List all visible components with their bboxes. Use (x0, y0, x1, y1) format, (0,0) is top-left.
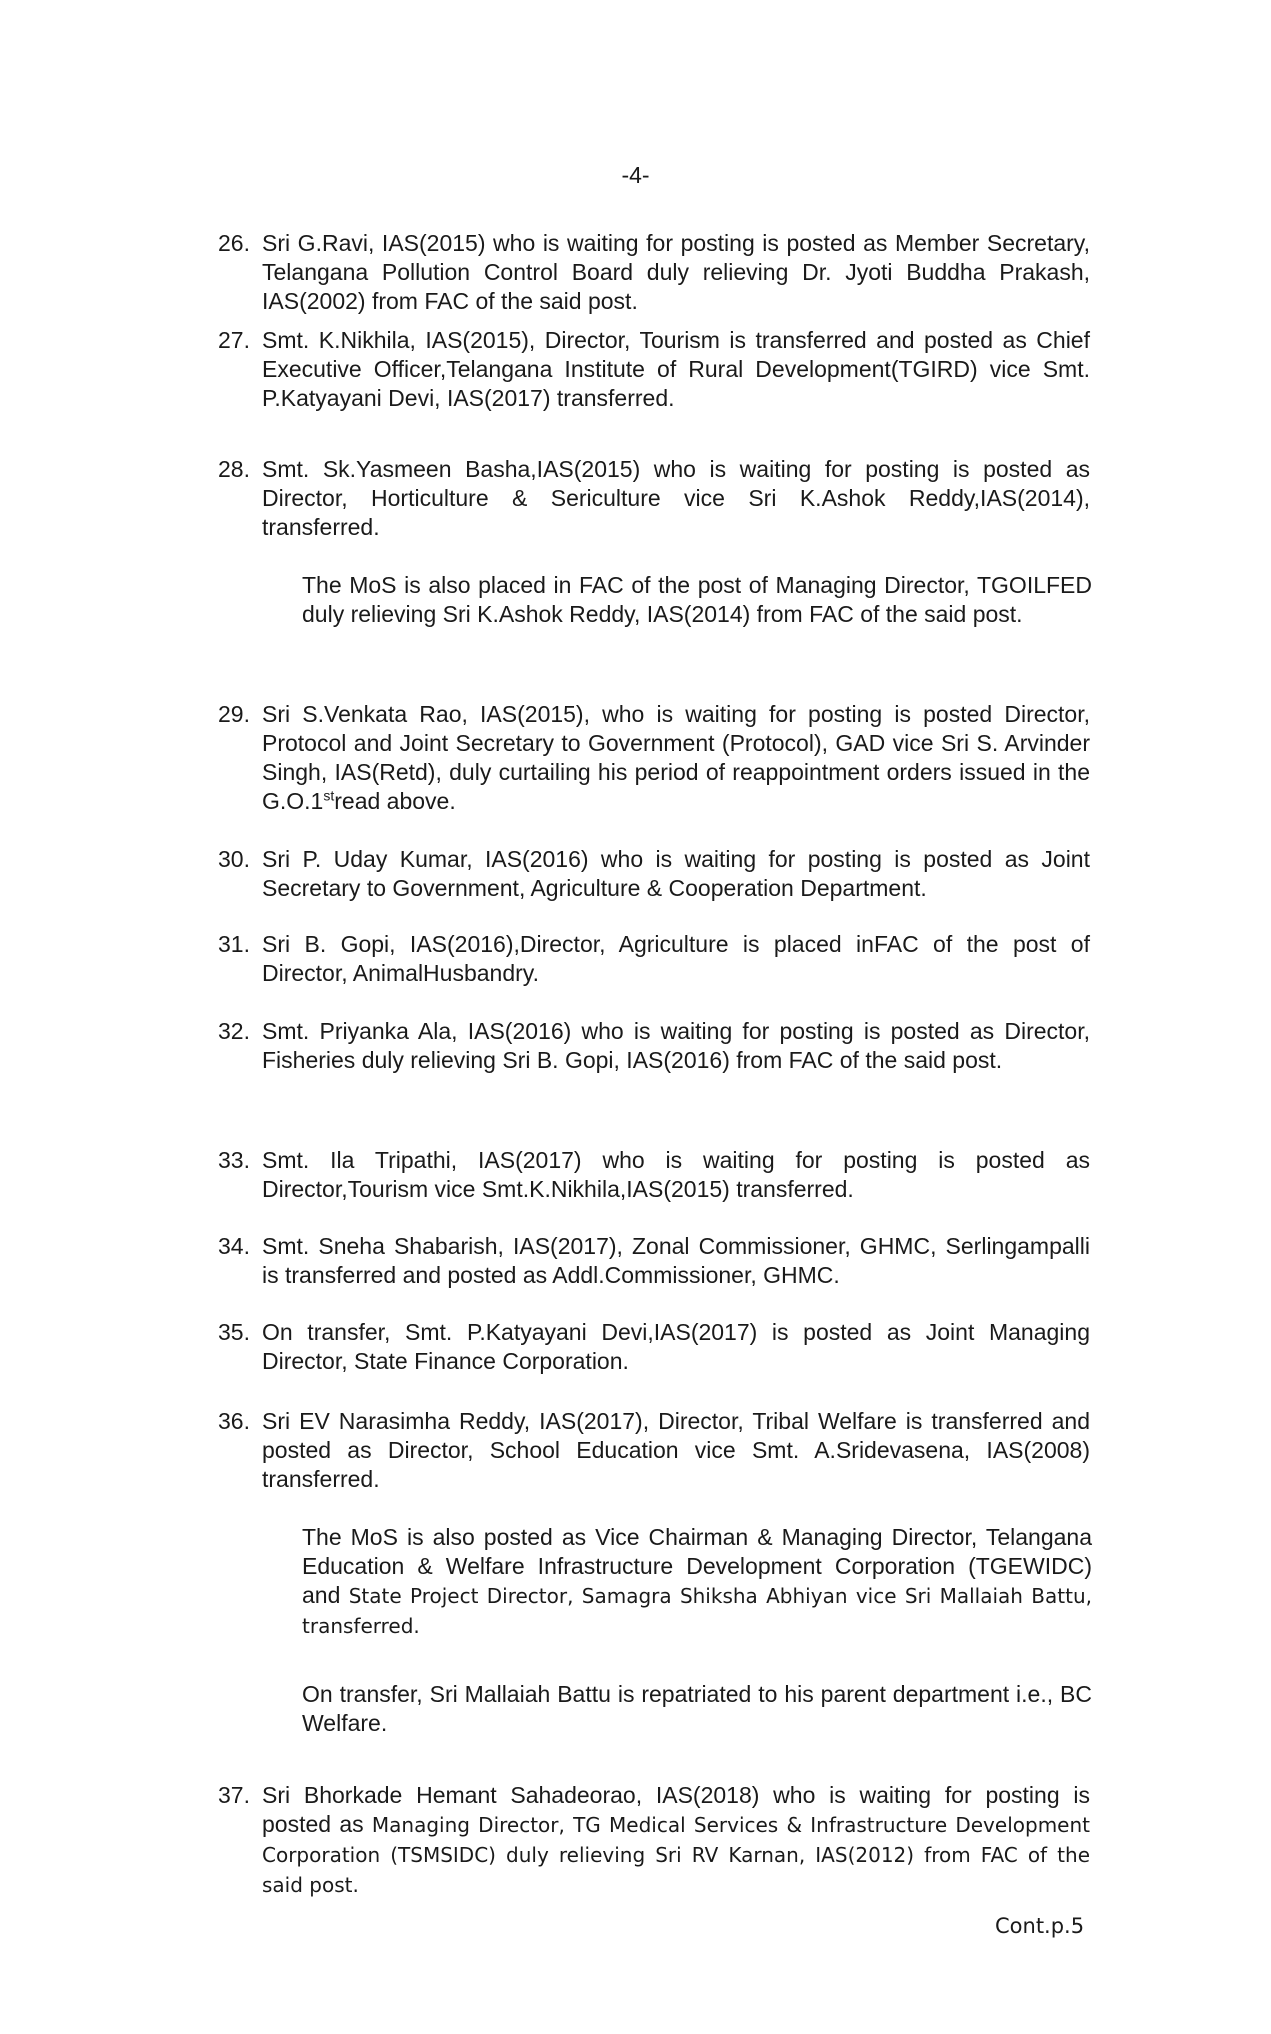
item-text: Smt. K.Nikhila, IAS(2015), Director, Tourism is transferred and posted as Chief Executive Officer,Telangana Institute of Rural Development(TGIRD) vice Smt. P.Katyayani Devi, IAS(2017) transferred. (262, 327, 1090, 411)
list-item-30 (218, 845, 1090, 903)
list-item-29 (218, 700, 1090, 816)
item-number: 37. (218, 1782, 250, 1808)
item-text: On transfer, Smt. P.Katyayani Devi,IAS(2017) is posted as Joint Managing Director, State Finance Corporation. (262, 1319, 1090, 1374)
item-number: 33. (218, 1147, 250, 1173)
item-text: Sri Bhorkade Hemant Sahadeorao, IAS(2018) who is waiting for posting is posted as Managing Director, TG Medical Services & Infrastructure Development Corporation (TSMSIDC) duly relieving Sri RV Karnan, IAS(2012) from FAC of the said post. (262, 1782, 1090, 1897)
item-text: Smt. Sk.Yasmeen Basha,IAS(2015) who is waiting for posting is posted as Director, Horticulture & Sericulture vice Sri K.Ashok Reddy,IAS(2014), transferred. (262, 456, 1090, 540)
list-item-33 (218, 1146, 1090, 1204)
item-text: Sri S.Venkata Rao, IAS(2015), who is waiting for posting is posted Director, Protocol and Joint Secretary to Government (Protocol), GAD vice Sri S. Arvinder Singh, IAS(Retd), duly curtailing his period of reappointment orders issued in the G.O.1stread above. (262, 701, 1090, 814)
item-text: Smt. Sneha Shabarish, IAS(2017), Zonal Commissioner, GHMC, Serlingampalli is transferred and posted as Addl.Commissioner, GHMC. (262, 1233, 1090, 1288)
mos-note-36: The MoS is also posted as Vice Chairman & Managing Director, Telangana Education & Welfare Infrastructure Development Corporation (TGEWIDC) and State Project Director, Samagra Shiksha Abhiyan vice Sri Mallaiah Battu, transferred. (302, 1524, 1092, 1638)
item-text: Smt. Priyanka Ala, IAS(2016) who is waiting for posting is posted as Director, Fisheries duly relieving Sri B. Gopi, IAS(2016) from FAC of the said post. (262, 1018, 1090, 1073)
item-number: 31. (218, 931, 250, 957)
item-text: Sri B. Gopi, IAS(2016),Director, Agriculture is placed inFAC of the post of Director, AnimalHusbandry. (262, 931, 1090, 986)
list-item-26 (218, 229, 1090, 316)
item-number: 26. (218, 230, 250, 256)
page-number: -4- (621, 162, 650, 188)
list-item-35 (218, 1318, 1090, 1376)
item-number: 32. (218, 1018, 250, 1044)
item-number: 27. (218, 327, 250, 353)
item-text: Smt. Ila Tripathi, IAS(2017) who is waiting for posting is posted as Director,Tourism vice Smt.K.Nikhila,IAS(2015) transferred. (262, 1147, 1090, 1202)
list-item-27 (218, 326, 1090, 413)
item-text: Sri P. Uday Kumar, IAS(2016) who is waiting for posting is posted as Joint Secretary to Government, Agriculture & Cooperation Department. (262, 846, 1090, 901)
item-number: 30. (218, 846, 250, 872)
item-number: 29. (218, 701, 250, 727)
item-text: Sri G.Ravi, IAS(2015) who is waiting for posting is posted as Member Secretary, Telangana Pollution Control Board duly relieving Dr. Jyoti Buddha Prakash, IAS(2002) from FAC of the said post. (262, 230, 1090, 314)
item-number: 35. (218, 1319, 250, 1345)
list-item-31 (218, 930, 1090, 988)
item-number: 36. (218, 1408, 250, 1434)
item-text: Sri EV Narasimha Reddy, IAS(2017), Director, Tribal Welfare is transferred and posted as Director, School Education vice Smt. A.Sridevasena, IAS(2008) transferred. (262, 1408, 1090, 1492)
mos-note-28: The MoS is also placed in FAC of the post of Managing Director, TGOILFED duly relieving Sri K.Ashok Reddy, IAS(2014) from FAC of the said post. (302, 572, 1092, 627)
list-item-32 (218, 1017, 1090, 1075)
list-item-28 (218, 455, 1090, 542)
list-item-37 (218, 1781, 1090, 1900)
item-number: 34. (218, 1233, 250, 1259)
item-number: 28. (218, 456, 250, 482)
continuation-marker: Cont.p.5 (995, 1914, 1085, 1938)
list-item-36 (218, 1407, 1090, 1494)
list-item-34 (218, 1232, 1090, 1290)
transfer-note-36: On transfer, Sri Mallaiah Battu is repatriated to his parent department i.e., BC Welfare. (302, 1681, 1092, 1736)
